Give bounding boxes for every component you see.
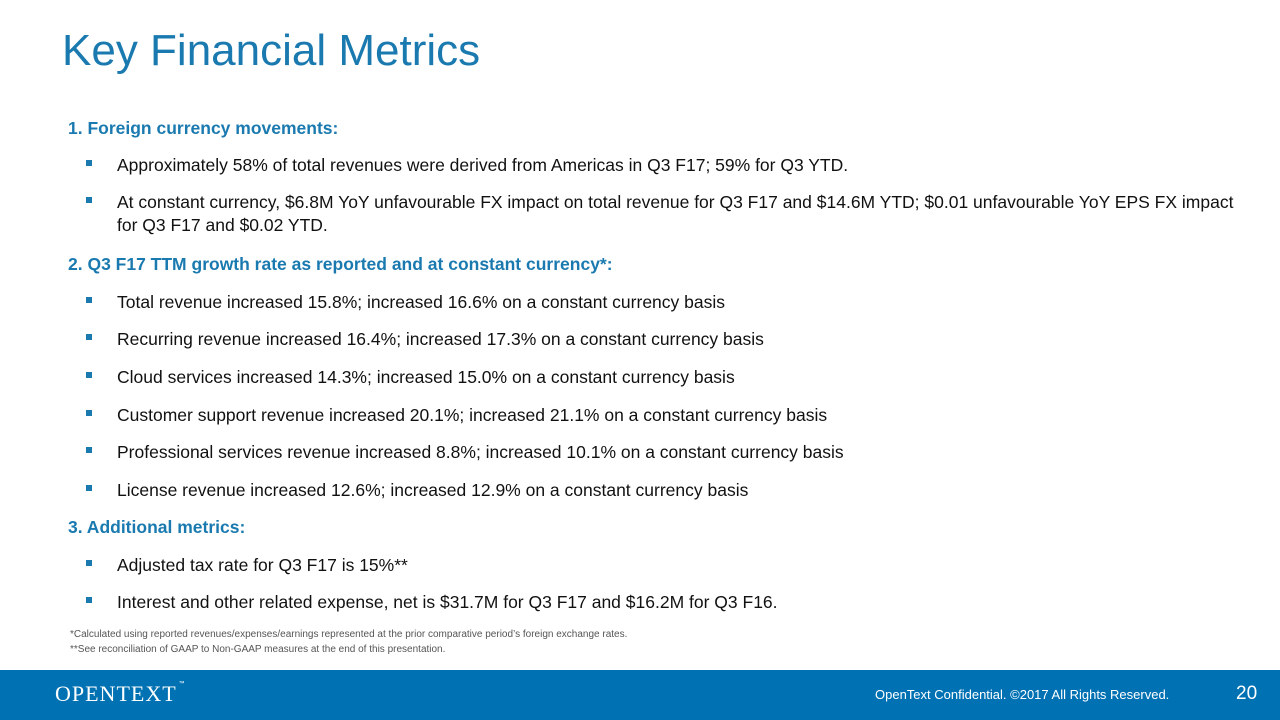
bullet-text: Professional services revenue increased 8.8%; increased 10.1% on a constant currency basis	[117, 442, 844, 462]
bullet-square-icon	[86, 485, 92, 491]
bullet-text: Adjusted tax rate for Q3 F17 is 15%**	[117, 555, 408, 575]
bullet-text: Total revenue increased 15.8%; increased 16.6% on a constant currency basis	[117, 292, 725, 312]
bullet-text: Recurring revenue increased 16.4%; increased 17.3% on a constant currency basis	[117, 329, 764, 349]
footer-bar	[0, 670, 1280, 720]
bullet-text: Customer support revenue increased 20.1%; increased 21.1% on a constant currency basis	[117, 405, 828, 425]
bullet-text: Cloud services increased 14.3%; increased 15.0% on a constant currency basis	[117, 367, 735, 387]
slide-title: Key Financial Metrics	[62, 26, 481, 75]
bullet-square-icon	[86, 197, 92, 203]
bullet-square-icon	[86, 160, 92, 166]
bullet-text: Approximately 58% of total revenues were derived from Americas in Q3 F17; 59% for Q3 YTD.	[117, 155, 849, 175]
section-heading-additional: 3. Additional metrics:	[68, 517, 246, 537]
bullet-square-icon	[86, 410, 92, 416]
footnote-constant-currency: *Calculated using reported revenues/expenses/earnings represented at the prior comparative period’s foreign exchange rates.	[70, 629, 628, 640]
bullet-square-icon	[86, 597, 92, 603]
bullet-text: License revenue increased 12.6%; increased 12.9% on a constant currency basis	[117, 480, 749, 500]
section-heading-growth: 2. Q3 F17 TTM growth rate as reported and at constant currency*:	[68, 254, 613, 274]
opentext-logo	[55, 681, 186, 707]
bullet-square-icon	[86, 560, 92, 566]
page-number: 20	[1236, 683, 1258, 704]
footnote-gaap: **See reconciliation of GAAP to Non-GAAP measures at the end of this presentation.	[70, 644, 446, 655]
bullet-square-icon	[86, 447, 92, 453]
bullet-square-icon	[86, 372, 92, 378]
bullet-square-icon	[86, 297, 92, 303]
confidential-notice: OpenText Confidential. ©2017 All Rights Reserved.	[875, 687, 1170, 702]
bullet-text: At constant currency, $6.8M YoY unfavourable FX impact on total revenue for Q3 F17 and $14.6M YTD; $0.01 unfavourable YoY EPS FX impact for Q3 F17 and $0.02 YTD.	[117, 192, 1234, 235]
section-heading-fx: 1. Foreign currency movements:	[68, 118, 339, 138]
logo-text: OPENTEXT	[55, 681, 177, 706]
bullet-square-icon	[86, 334, 92, 340]
trademark-mark: ™	[178, 681, 186, 687]
bullet-text: Interest and other related expense, net is $31.7M for Q3 F17 and $16.2M for Q3 F16.	[117, 592, 778, 612]
